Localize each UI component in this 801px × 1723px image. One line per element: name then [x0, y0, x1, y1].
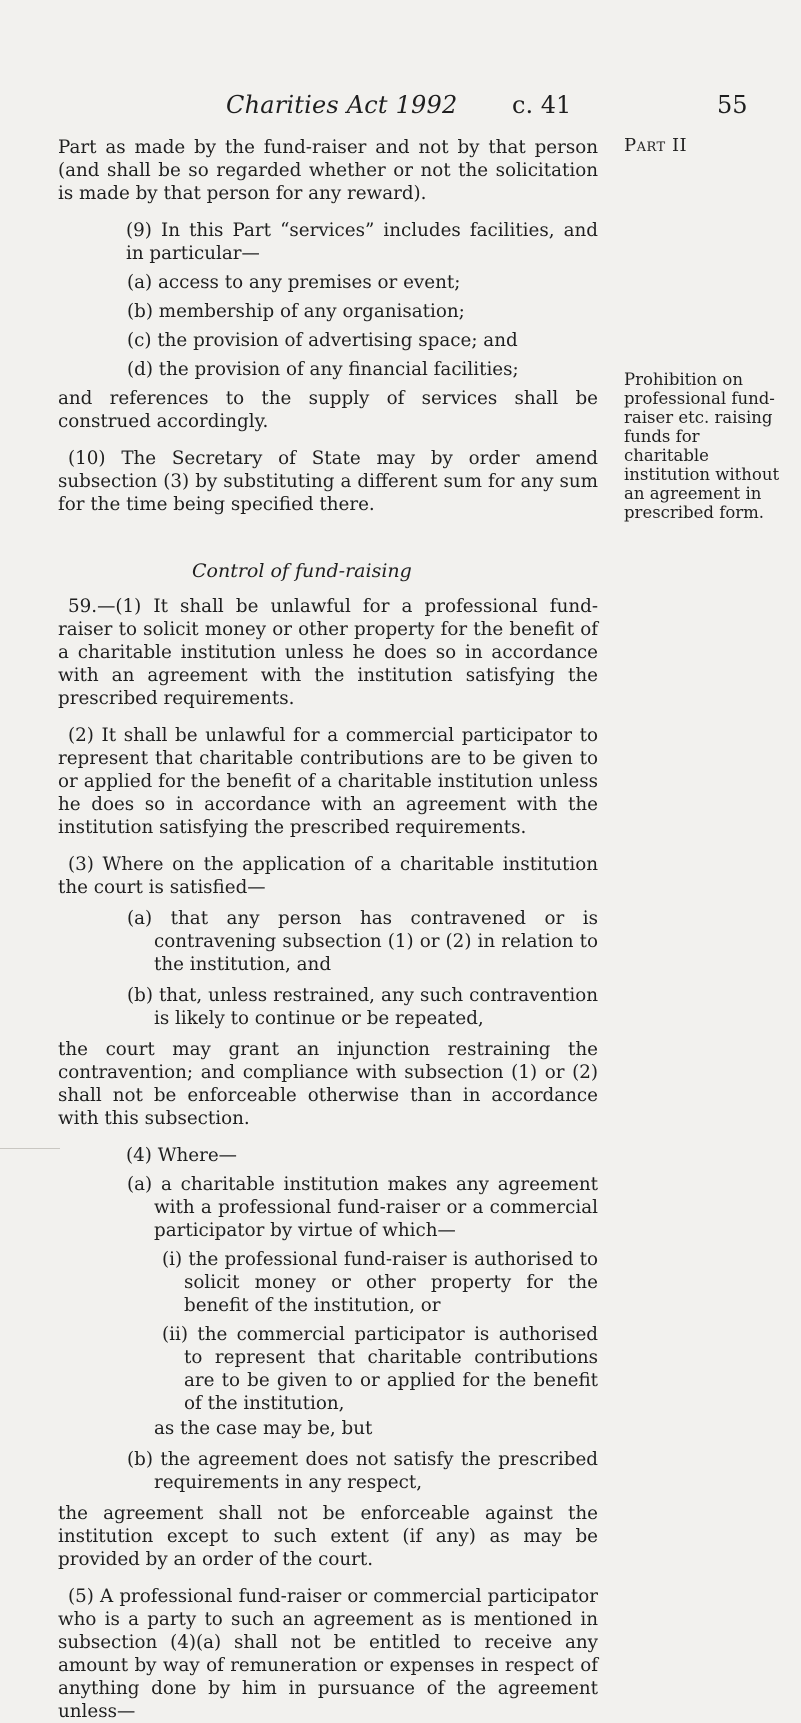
- paragraph-continued: Part as made by the fund-raiser and not by that person (and shall be so regarded whether or not the solicitation is made by that person for any reward).: [58, 137, 598, 204]
- running-head-title: Charities Act 1992: [226, 91, 458, 119]
- section-59-3-a: (a) that any person has contravened or is contravening subsection (1) or (2) in relation to the institution, and: [127, 908, 598, 975]
- main-text: [58, 136, 598, 1723]
- section-59-5: (5) A professional fund-raiser or commercial participator who is a party to such an agreement as is mentioned in subsection (4)(a) shall not be entitled to receive any amount by way of remuneration or expenses in respect of anything done by him in pursuance of the agreement unless—: [58, 1586, 598, 1722]
- subsection-10: (10) The Secretary of State may by order amend subsection (3) by substituting a different sum for any sum for the time being specified there.: [58, 448, 598, 515]
- subsection-9-tail: and references to the supply of services shall be construed accordingly.: [58, 388, 598, 432]
- section-59-4-a: (a) a charitable institution makes any agreement with a professional fund-raiser or a commercial participator by virtue of which—: [127, 1174, 598, 1241]
- subsection-9-a: (a) access to any premises or event;: [127, 272, 461, 293]
- section-59-4: (4) Where—: [126, 1145, 237, 1166]
- running-head-chapter: c. 41: [512, 91, 572, 119]
- section-59-4-tail: the agreement shall not be enforceable against the institution except to such extent (if any) as may be provided by an order of the court.: [58, 1503, 598, 1570]
- section-59-4-b: (b) the agreement does not satisfy the prescribed requirements in any respect,: [127, 1449, 598, 1493]
- binding-edge-line: [0, 1148, 60, 1149]
- section-59-4-a-i: (i) the professional fund-raiser is authorised to solicit money or other property for the benefit of the institution, or: [162, 1249, 598, 1316]
- section-heading: Control of fund-raising: [192, 560, 412, 582]
- page-number: 55: [717, 91, 748, 119]
- section-59-3-tail: the court may grant an injunction restraining the contravention; and compliance with subsection (1) or (2) shall not be enforceable otherwise than in accordance with this subsection.: [58, 1039, 598, 1129]
- subsection-9-c: (c) the provision of advertising space; and: [127, 330, 518, 351]
- section-59-3: (3) Where on the application of a charitable institution the court is satisfied—: [58, 854, 598, 898]
- subsection-9-d: (d) the provision of any financial facilities;: [127, 359, 519, 380]
- section-59-4-a-tail: as the case may be, but: [154, 1418, 373, 1439]
- section-59-3-b: (b) that, unless restrained, any such contravention is likely to continue or be repeated,: [127, 985, 598, 1029]
- margin-note: Prohibition on professional fund-raiser etc. raising funds for charitable institution without an agreement in prescribed form.: [624, 370, 780, 522]
- section-59-1: 59.—(1) It shall be unlawful for a professional fund-raiser to solicit money or other property for the benefit of a charitable institution unless he does so in accordance with an agreement with the institution satisfying the prescribed requirements.: [58, 596, 598, 709]
- subsection-9: (9) In this Part “services” includes facilities, and in particular—: [126, 220, 598, 264]
- subsection-9-b: (b) membership of any organisation;: [127, 301, 465, 322]
- margin-part-label: Part II: [624, 135, 688, 156]
- section-59-2: (2) It shall be unlawful for a commercial participator to represent that charitable contributions are to be given to or applied for the benefit of a charitable institution unless he does so in accordance with an agreement with the institution satisfying the prescribed requirements.: [58, 725, 598, 838]
- section-59-4-a-ii: (ii) the commercial participator is authorised to represent that charitable contributions are to be given to or applied for the benefit of the institution,: [162, 1324, 598, 1414]
